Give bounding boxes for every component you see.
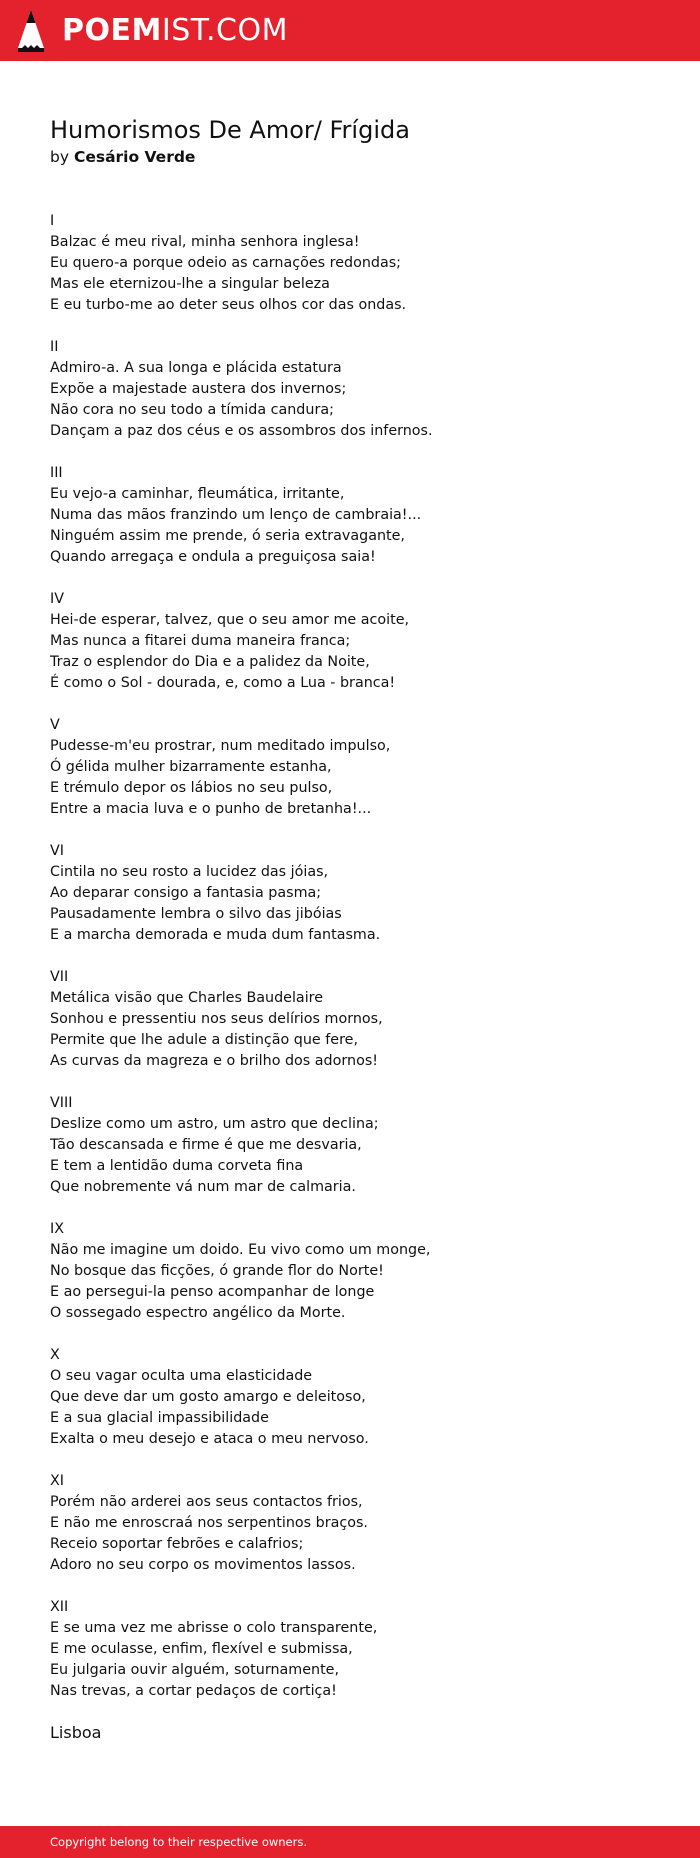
poem-line: Porém não arderei aos seus contactos frios,	[50, 1494, 363, 1510]
stanza-numeral: V	[50, 717, 60, 733]
poem-line: Permite que lhe adule a distinção que fere,	[50, 1032, 359, 1048]
poem-place: Lisboa	[50, 1723, 102, 1742]
stanza-numeral: XII	[50, 1599, 69, 1615]
poem-line: Adoro no seu corpo os movimentos lassos.	[50, 1557, 356, 1573]
site-footer	[0, 1826, 700, 1858]
poem-line: E não me enroscraá nos serpentinos braços.	[50, 1515, 368, 1531]
poem-line: Entre a macia luva e o punho de bretanha!...	[50, 801, 372, 817]
stanza	[50, 841, 650, 946]
poem-line: Quando arregaça e ondula a preguiçosa saia!	[50, 549, 376, 565]
poem-line: Expõe a majestade austera dos invernos;	[50, 381, 347, 397]
poem-line: Traz o esplendor do Dia e a palidez da Noite,	[50, 654, 370, 670]
poem-line: E a marcha demorada e muda dum fantasma.	[50, 927, 381, 943]
stanza	[50, 463, 650, 568]
stanza	[50, 589, 650, 694]
poem-line: É como o Sol - dourada, e, como a Lua - branca!	[50, 675, 396, 691]
stanza-numeral: VI	[50, 843, 64, 859]
stanza-numeral: X	[50, 1347, 60, 1363]
stanza-numeral: III	[50, 465, 63, 481]
poem-line: O seu vagar oculta uma elasticidade	[50, 1368, 313, 1384]
poem-line: E a sua glacial impassibilidade	[50, 1410, 269, 1426]
poem-line: Deslize como um astro, um astro que declina;	[50, 1116, 379, 1132]
stanza	[50, 211, 650, 316]
stanza	[50, 1093, 650, 1198]
poem-line: Ninguém assim me prende, ó seria extravagante,	[50, 528, 405, 544]
poem-content	[50, 114, 650, 1742]
poem-line: E eu turbo-me ao deter seus olhos cor das ondas.	[50, 297, 407, 313]
poem-line: E se uma vez me abrisse o colo transparente,	[50, 1620, 378, 1636]
poem-line: Eu quero-a porque odeio as carnações redondas;	[50, 255, 401, 271]
poem-title: Humorismos De Amor/ Frígida	[50, 116, 410, 144]
poem-line: Balzac é meu rival, minha senhora inglesa!	[50, 234, 360, 250]
poem-line: Mas nunca a fitarei duma maneira franca;	[50, 633, 351, 649]
poem-line: Numa das mãos franzindo um lenço de cambraia!...	[50, 507, 422, 523]
poem-line: Receio soportar febrões e calafrios;	[50, 1536, 304, 1552]
stanza-numeral: VIII	[50, 1095, 73, 1111]
poem-body	[50, 211, 650, 1702]
site-header	[0, 0, 700, 61]
poem-line: Exalta o meu desejo e ataca o meu nervoso.	[50, 1431, 369, 1447]
stanza	[50, 1345, 650, 1450]
poem-line: Dançam a paz dos céus e os assombros dos infernos.	[50, 423, 433, 439]
poem-line: Ao deparar consigo a fantasia pasma;	[50, 885, 322, 901]
poem-line: Não me imagine um doido. Eu vivo como um monge,	[50, 1242, 431, 1258]
poem-line: Cintila no seu rosto a lucidez das jóias,	[50, 864, 329, 880]
poem-line: Sonhou e pressentiu nos seus delírios mornos,	[50, 1011, 383, 1027]
copyright-text: Copyright belong to their respective owners.	[50, 1835, 308, 1849]
poem-line: E trémulo depor os lábios no seu pulso,	[50, 780, 333, 796]
poem-line: Nas trevas, a cortar pedaços de cortiça!	[50, 1683, 337, 1699]
by-label: by	[50, 148, 70, 166]
logo-wordmark	[62, 13, 288, 48]
poem-line: O sossegado espectro angélico da Morte.	[50, 1305, 346, 1321]
stanza-numeral: II	[50, 339, 59, 355]
stanza	[50, 1597, 650, 1702]
poem-line: Admiro-a. A sua longa e plácida estatura	[50, 360, 342, 376]
stanza-numeral: IX	[50, 1221, 65, 1237]
stanza-numeral: VII	[50, 969, 69, 985]
stanza-numeral: XI	[50, 1473, 65, 1489]
stanza	[50, 337, 650, 442]
stanza	[50, 1471, 650, 1576]
poem-line: Tão descansada e firme é que me desvaria,	[50, 1137, 362, 1153]
pencil-logo-icon	[18, 10, 44, 52]
poem-line: Hei-de esperar, talvez, que o seu amor me acoite,	[50, 612, 410, 628]
poem-line: No bosque das ficções, ó grande flor do Norte!	[50, 1263, 384, 1279]
poem-line: As curvas da magreza e o brilho dos adornos!	[50, 1053, 378, 1069]
poem-line: Eu vejo-a caminhar, fleumática, irritante,	[50, 486, 345, 502]
poem-line: Ó gélida mulher bizarramente estanha,	[50, 759, 332, 775]
poem-line: Pausadamente lembra o silvo das jibóias	[50, 906, 342, 922]
poem-line: Não cora no seu todo a tímida candura;	[50, 402, 334, 418]
poem-line: Pudesse-m'eu prostrar, num meditado impulso,	[50, 738, 391, 754]
poem-line: Que nobremente vá num mar de calmaria.	[50, 1179, 356, 1195]
stanza-numeral: IV	[50, 591, 64, 607]
poem-line: E me oculasse, enfim, flexível e submissa,	[50, 1641, 353, 1657]
poem-line: Mas ele eternizou-lhe a singular beleza	[50, 276, 330, 292]
poem-line: Metálica visão que Charles Baudelaire	[50, 990, 324, 1006]
stanza	[50, 967, 650, 1072]
site-logo[interactable]	[18, 9, 288, 53]
poem-line: Que deve dar um gosto amargo e deleitoso,	[50, 1389, 366, 1405]
poem-line: E tem a lentidão duma corveta fina	[50, 1158, 304, 1174]
stanza	[50, 715, 650, 820]
stanza	[50, 1219, 650, 1324]
byline	[50, 146, 650, 168]
logo-text-bold: POEM	[62, 13, 162, 48]
poem-line: Eu julgaria ouvir alguém, soturnamente,	[50, 1662, 340, 1678]
poem-line: E ao persegui-la penso acompanhar de longe	[50, 1284, 375, 1300]
logo-text-light: IST.COM	[161, 13, 288, 48]
author-name[interactable]: Cesário Verde	[73, 148, 196, 166]
stanza-numeral: I	[50, 213, 55, 229]
